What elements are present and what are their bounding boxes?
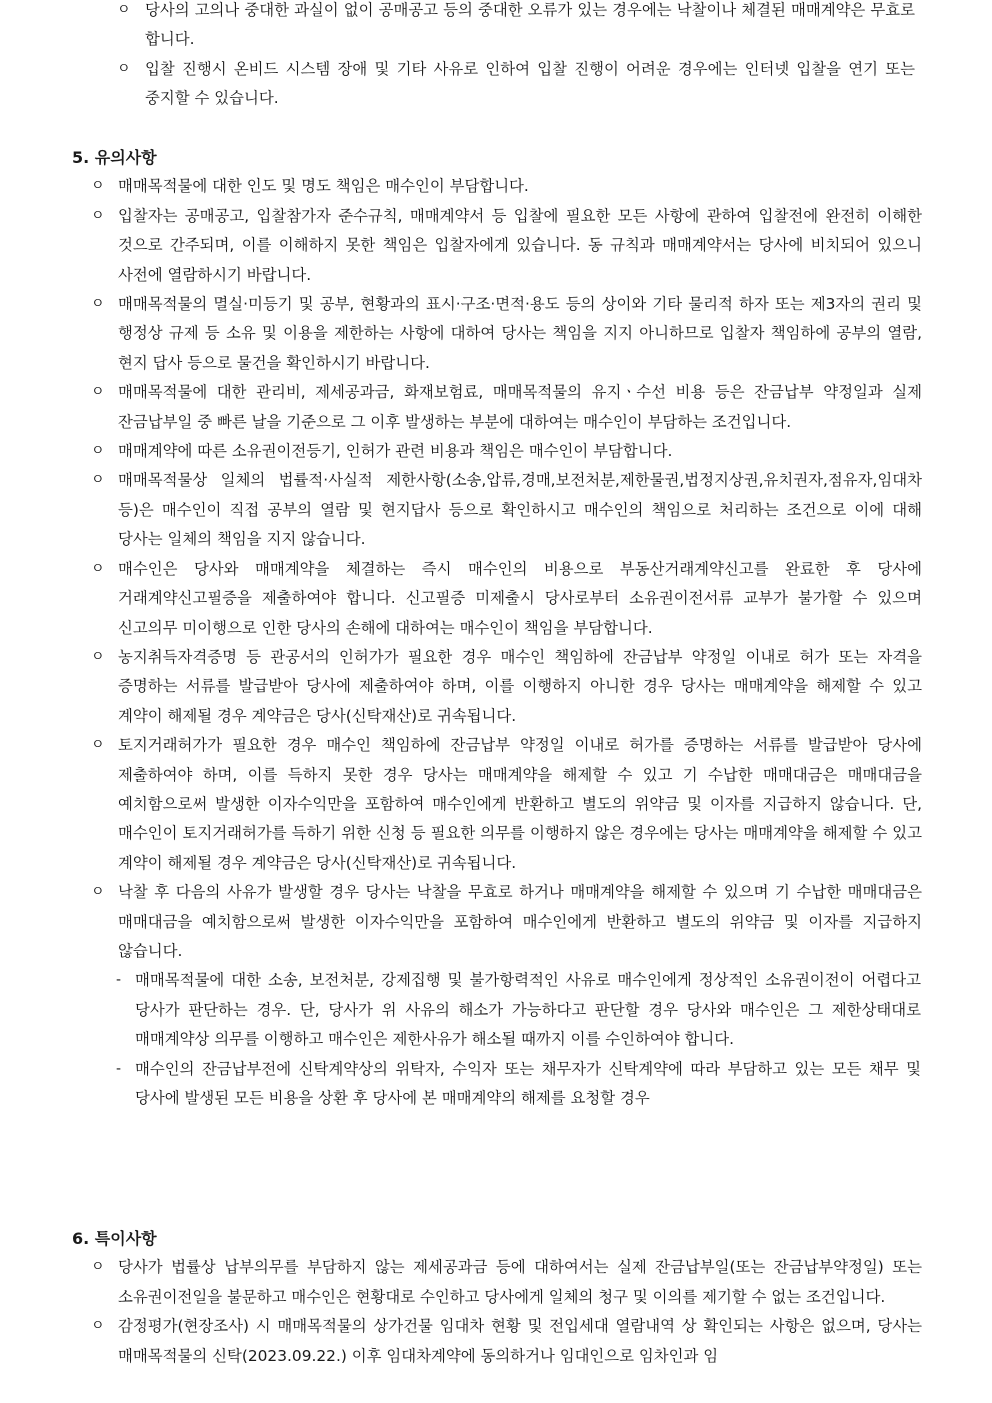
bullet-marker: ㅇ — [91, 884, 105, 901]
section-special-notes — [0, 1224, 922, 1371]
bullet-marker: ㅇ — [91, 296, 105, 313]
list-item — [91, 878, 922, 966]
list-item — [91, 378, 922, 437]
list-item-text: 감정평가(현장조사) 시 매매목적물의 상가건물 임대차 현황 및 전입세대 열람내역 상 확인되는 사항은 없으며, 당사는 매매목적물의 신탁(2023.09.22.) 이후 임대차계약에 동의하거나 임대인으로 임차인과 임 — [118, 1317, 922, 1365]
list-item — [91, 555, 922, 643]
section-heading: 6. 특이사항 — [72, 1229, 157, 1248]
list-item — [91, 290, 922, 378]
bullet-marker: ㅇ — [117, 60, 131, 77]
bullet-marker: ㅇ — [91, 648, 105, 665]
bullet-marker: ㅇ — [91, 178, 105, 195]
list-item-text: 입찰 진행시 온비드 시스템 장애 및 기타 사유로 인하여 입찰 진행이 어려운 경우에는 인터넷 입찰을 연기 또는 중지할 수 있습니다. — [145, 59, 915, 108]
list-item-text: 매매목적물에 대한 관리비, 제세공과금, 화재보험료, 매매목적물의 유지ㆍ수선 비용 등은 잔금납부 약정일과 실제 잔금납부일 중 빠른 날을 기준으로 그 이후 발생하는 부분에 대하여는 매수인이 부담하는 조건입니다. — [118, 383, 922, 431]
bullet-marker: ㅇ — [91, 560, 105, 577]
list-item — [91, 202, 922, 290]
section-heading: 5. 유의사항 — [72, 148, 157, 167]
list-item — [91, 466, 922, 554]
bullet-marker: ㅇ — [91, 1259, 105, 1276]
list-item-text: 매매계약에 따른 소유권이전등기, 인허가 관련 비용과 책임은 매수인이 부담합니다. — [118, 442, 673, 461]
dash-marker: - — [116, 972, 122, 989]
dash-marker: - — [116, 1060, 122, 1077]
list-item-text: 매수인은 당사와 매매계약을 체결하는 즉시 매수인의 비용으로 부동산거래계약신고를 완료한 후 당사에 거래계약신고필증을 제출하여야 합니다. 신고필증 미제출시 당사로부터 소유권이전서류 교부가 불가할 수 있으며 신고의무 미이행으로 인한 당사의 손해에 대하여는 매수인이 책임을 부담합니다. — [118, 559, 922, 637]
bullet-marker: ㅇ — [117, 2, 131, 18]
bullet-marker: ㅇ — [91, 384, 105, 401]
list-item-text: 당사가 법률상 납부의무를 부담하지 않는 제세공과금 등에 대하여서는 실제 잔금납부일(또는 잔금납부약정일) 또는 소유권이전일을 불문하고 매수인은 현황대로 수인하고 당사에게 일체의 청구 및 이의를 제기할 수 없는 조건입니다. — [118, 1258, 922, 1306]
list-item-text: 당사의 고의나 중대한 과실이 없이 공매공고 등의 중대한 오류가 있는 경우에는 낙찰이나 체결된 매매계약은 무효로 합니다. — [145, 1, 915, 49]
list-item — [91, 172, 922, 201]
list-item-text: 농지취득자격증명 등 관공서의 인허가가 필요한 경우 매수인 책임하에 잔금납부 약정일 이내로 허가 또는 자격을 증명하는 서류를 발급받아 당사에 제출하여야 하며, 이를 이행하지 아니한 경우 당사는 매매계약을 해제할 수 있고 계약이 해제될 경우 계약금은 당사(신탁재산)로 귀속됩니다. — [118, 647, 922, 725]
list-item — [117, 0, 915, 55]
sub-list-item-text: 매수인의 잔금납부전에 신탁계약상의 위탁자, 수익자 또는 채무자가 신탁계약에 따라 부담하고 있는 모든 채무 및 당사에 발생된 모든 비용을 상환 후 당사에 본 매매계약의 해제를 요청할 경우 — [135, 1059, 921, 1107]
list-item — [91, 1312, 922, 1371]
list-item — [91, 1253, 922, 1312]
bullet-marker: ㅇ — [91, 443, 105, 460]
list-item — [91, 731, 922, 878]
previous-section-continuation — [0, 0, 915, 114]
list-item — [117, 55, 915, 114]
list-item-text: 매매목적물에 대한 인도 및 명도 책임은 매수인이 부담합니다. — [118, 177, 529, 196]
section-notes — [0, 143, 922, 1113]
list-item — [91, 437, 922, 466]
bullet-marker: ㅇ — [91, 737, 105, 754]
list-item-text: 토지거래허가가 필요한 경우 매수인 책임하에 잔금납부 약정일 이내로 허가를 증명하는 서류를 발급받아 당사에 제출하여야 하며, 이를 득하지 못한 경우 당사는 매매계약을 해제할 수 있고 기 수납한 매매대금은 매매대금을 예치함으로써 발생한 이자수익만을 포함하여 매수인에게 반환하고 별도의 위약금 및 이자를 지급하지 않습니다. 단, 매수인이 토지거래허가를 득하기 위한 신청 등 필요한 의무를 이행하지 않은 경우에는 당사는 매매계약을 해제할 수 있고 계약이 해제될 경우 계약금은 당사(신탁재산)로 귀속됩니다. — [118, 736, 922, 872]
list-item-text: 입찰자는 공매공고, 입찰참가자 준수규칙, 매매계약서 등 입찰에 필요한 모든 사항에 관하여 입찰전에 완전히 이해한 것으로 간주되며, 이를 이해하지 못한 책임은 입찰자에게 있습니다. 동 규칙과 매매계약서는 당사에 비치되어 있으니 사전에 열람하시기 바랍니다. — [118, 206, 922, 284]
list-item — [91, 643, 922, 731]
bullet-marker: ㅇ — [91, 207, 105, 224]
sub-list-item — [116, 966, 921, 1054]
list-item-text: 매매목적물의 멸실·미등기 및 공부, 현황과의 표시·구조·면적·용도 등의 상이와 기타 물리적 하자 또는 제3자의 권리 및 행정상 규제 등 소유 및 이용을 제한하는 사항에 대하여 당사는 책임을 지지 아니하므로 입찰자 책임하에 공부의 열람, 현지 답사 등으로 물건을 확인하시기 바랍니다. — [118, 295, 922, 372]
bullet-marker: ㅇ — [91, 1318, 105, 1335]
sub-list-item-text: 매매목적물에 대한 소송, 보전처분, 강제집행 및 불가항력적인 사유로 매수인에게 정상적인 소유권이전이 어렵다고 당사가 판단하는 경우. 단, 당사가 위 사유의 해소가 가능하다고 판단할 경우 당사와 매수인은 그 제한상태대로 매매계약상 의무를 이행하고 매수인은 제한사유가 해소될 때까지 이를 수인하여야 합니다. — [135, 971, 921, 1049]
list-item-text: 낙찰 후 다음의 사유가 발생할 경우 당사는 낙찰을 무효로 하거나 매매계약을 해제할 수 있으며 기 수납한 매매대금은 매매대금을 예치함으로써 발생한 이자수익만을 포함하여 매수인에게 반환하고 별도의 위약금 및 이자를 지급하지 않습니다. — [118, 883, 922, 960]
bullet-marker: ㅇ — [91, 472, 105, 489]
list-item-text: 매매목적물상 일체의 법률적·사실적 제한사항(소송,압류,경매,보전처분,제한물권,법정지상권,유치권자,점유자,임대차 등)은 매수인이 직접 공부의 열람 및 현지답사 등으로 확인하시고 매수인의 책임으로 처리하는 조건으로 이에 대해 당사는 일체의 책임을 지지 않습니다. — [118, 471, 922, 549]
sub-list-item — [116, 1055, 921, 1114]
